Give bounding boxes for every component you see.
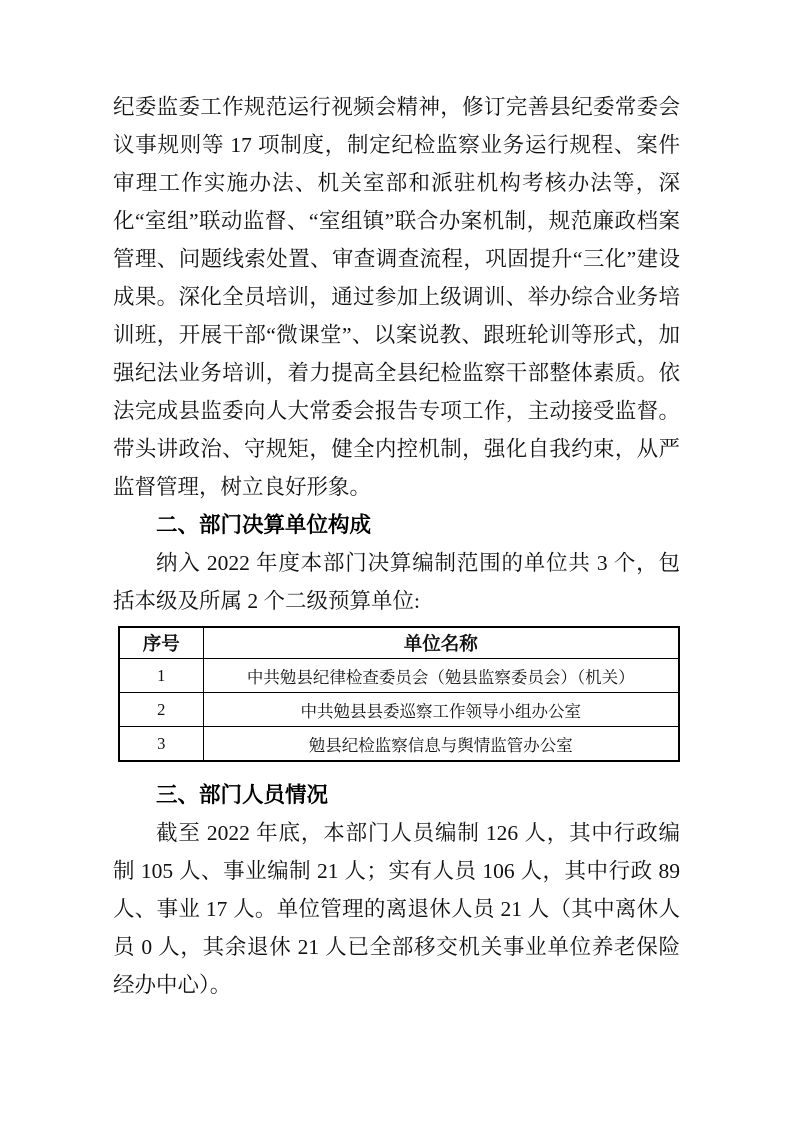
table-row <box>119 727 679 762</box>
section2-heading: 二、部门决算单位构成 <box>156 513 372 537</box>
section2-intro-paragraph: 纳入 2022 年度本部门决算编制范围的单位共 3 个，包括本级及所属 2 个二级预算单位: <box>113 551 680 613</box>
table-cell-seq: 2 <box>119 693 203 727</box>
table-cell-unit-name: 勉县纪检监察信息与舆情监管办公室 <box>203 727 679 762</box>
document-content <box>113 88 680 1004</box>
table-cell-seq: 1 <box>119 659 203 693</box>
table-row <box>119 659 679 693</box>
table-header-unit-name: 单位名称 <box>203 627 679 659</box>
table-cell-seq: 3 <box>119 727 203 762</box>
table-cell-unit-name: 中共勉县纪律检查委员会（勉县监察委员会）（机关） <box>203 659 679 693</box>
table-row <box>119 693 679 727</box>
section3-body-paragraph: 截至 2022 年底，本部门人员编制 126 人，其中行政编制 105 人、事业编制 21 人；实有人员 106 人，其中行政 89 人、事业 17 人。单位管理的离退休人员 21 人（其中离休人员 0 人，其余退休 21 人已全部移交机关事业单位养老保险经办中心）。 <box>113 821 680 997</box>
table-header-seq: 序号 <box>119 627 203 659</box>
budget-units-table <box>118 626 680 762</box>
table-header-row <box>119 627 679 659</box>
paragraph-continuation: 纪委监委工作规范运行视频会精神，修订完善县纪委常委会议事规则等 17 项制度，制定纪检监察业务运行规程、案件审理工作实施办法、机关室部和派驻机构考核办法等，深化“室组”联动监督、“室组镇”联合办案机制，规范廉政档案管理、问题线索处置、审查调查流程，巩固提升“三化”建设成果。深化全员培训，通过参加上级调训、举办综合业务培训班，开展干部“微课堂”、以案说教、跟班轮训等形式，加强纪法业务培训，着力提高全县纪检监察干部整体素质。依法完成县监委向人大常委会报告专项工作，主动接受监督。带头讲政治、守规矩，健全内控机制，强化自我约束，从严监督管理，树立良好形象。 <box>113 95 680 499</box>
section3-heading: 三、部门人员情况 <box>156 783 329 807</box>
table-cell-unit-name: 中共勉县县委巡察工作领导小组办公室 <box>203 693 679 727</box>
